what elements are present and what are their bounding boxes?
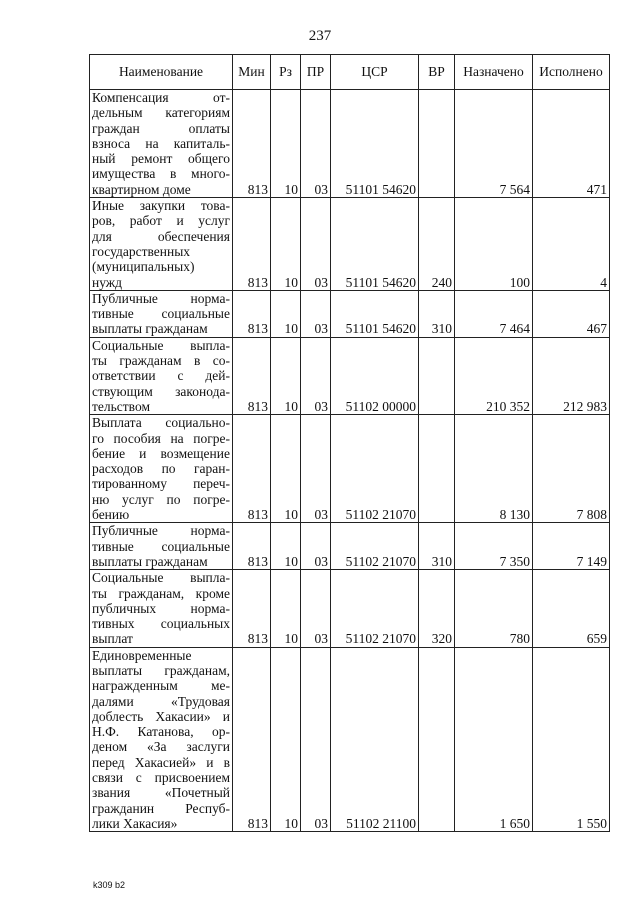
- cell-name: [90, 570, 233, 647]
- cell-executed: 7 149: [533, 523, 610, 570]
- name-line: деном «За заслуги: [92, 739, 230, 755]
- cell-vr: [419, 90, 455, 198]
- cell-assigned: 7 564: [455, 90, 533, 198]
- col-header-assigned: Назначено: [455, 55, 533, 90]
- name-line: тированному переч-: [92, 476, 230, 492]
- cell-pr: 03: [301, 523, 331, 570]
- cell-csr: 51102 00000: [331, 337, 419, 414]
- cell-executed: 4: [533, 198, 610, 291]
- budget-table: [89, 54, 610, 832]
- cell-executed: 7 808: [533, 415, 610, 523]
- cell-assigned: 210 352: [455, 337, 533, 414]
- name-line: далями «Трудовая: [92, 693, 230, 709]
- table-row: [90, 337, 610, 414]
- name-line: расходов по гаран-: [92, 461, 230, 477]
- table-row: [90, 415, 610, 523]
- cell-executed: 471: [533, 90, 610, 198]
- name-line: ный ремонт общего: [92, 151, 230, 167]
- cell-assigned: 8 130: [455, 415, 533, 523]
- name-line: публичных норма-: [92, 600, 230, 616]
- cell-name: [90, 523, 233, 570]
- name-line: Единовременные: [92, 647, 192, 663]
- name-line: тивные социальные: [92, 538, 230, 554]
- name-line: связи с присвоением: [92, 770, 230, 786]
- cell-vr: [419, 337, 455, 414]
- cell-name: [90, 198, 233, 291]
- table-row: [90, 570, 610, 647]
- name-line: Выплата социально-: [92, 415, 230, 431]
- name-line: Компенсация от-: [92, 90, 230, 105]
- cell-csr: 51101 54620: [331, 90, 419, 198]
- cell-vr: 240: [419, 198, 455, 291]
- table-row: [90, 523, 610, 570]
- col-header-csr: ЦСР: [331, 55, 419, 90]
- name-line: ню услуг по погре-: [92, 491, 230, 507]
- name-line: перед Хакасией» и в: [92, 754, 230, 770]
- cell-min: 813: [233, 337, 271, 414]
- cell-pr: 03: [301, 415, 331, 523]
- name-line: бение и возмещение: [92, 445, 230, 461]
- cell-assigned: 100: [455, 198, 533, 291]
- cell-min: 813: [233, 523, 271, 570]
- cell-name: [90, 647, 233, 832]
- cell-min: 813: [233, 415, 271, 523]
- cell-name: [90, 90, 233, 198]
- cell-executed: 212 983: [533, 337, 610, 414]
- name-line: бению: [92, 507, 130, 523]
- name-line: лики Хакасия»: [92, 815, 178, 831]
- col-header-executed: Исполнено: [533, 55, 610, 90]
- cell-min: 813: [233, 198, 271, 291]
- cell-assigned: 780: [455, 570, 533, 647]
- cell-csr: 51102 21100: [331, 647, 419, 832]
- name-line: выплаты гражданам,: [92, 662, 230, 678]
- cell-pr: 03: [301, 647, 331, 832]
- cell-pr: 03: [301, 90, 331, 198]
- name-line: тивные социальные: [92, 306, 230, 322]
- name-line: ответствии с дей-: [92, 368, 230, 384]
- name-line: выплаты гражданам: [92, 553, 208, 569]
- cell-rz: 10: [271, 570, 301, 647]
- name-line: (муниципальных): [92, 259, 195, 275]
- table-row: [90, 90, 610, 198]
- name-line: выплаты гражданам: [92, 321, 208, 337]
- name-line: граждан оплаты: [92, 120, 230, 136]
- name-line: квартирном доме: [92, 181, 191, 197]
- cell-rz: 10: [271, 90, 301, 198]
- cell-min: 813: [233, 90, 271, 198]
- cell-name: [90, 415, 233, 523]
- col-header-vr: ВР: [419, 55, 455, 90]
- cell-assigned: 1 650: [455, 647, 533, 832]
- name-line: Иные закупки това-: [92, 198, 230, 214]
- name-line: тельством: [92, 398, 150, 414]
- cell-executed: 467: [533, 290, 610, 337]
- name-line: гражданин Респуб-: [92, 800, 230, 816]
- cell-csr: 51101 54620: [331, 198, 419, 291]
- cell-csr: 51102 21070: [331, 415, 419, 523]
- name-line: выплат: [92, 631, 133, 647]
- name-line: Социальные выпла-: [92, 337, 230, 353]
- table-row: [90, 290, 610, 337]
- table-row: [90, 198, 610, 291]
- cell-min: 813: [233, 290, 271, 337]
- cell-pr: 03: [301, 337, 331, 414]
- name-line: имущества в много-: [92, 166, 230, 182]
- cell-executed: 659: [533, 570, 610, 647]
- cell-csr: 51102 21070: [331, 523, 419, 570]
- name-line: ты гражданам в со-: [92, 353, 230, 369]
- table-row: [90, 647, 610, 832]
- cell-vr: 320: [419, 570, 455, 647]
- cell-vr: [419, 647, 455, 832]
- cell-vr: 310: [419, 523, 455, 570]
- col-header-rz: Рз: [271, 55, 301, 90]
- name-line: нужд: [92, 274, 122, 290]
- name-line: дельным категориям: [92, 105, 230, 121]
- cell-pr: 03: [301, 198, 331, 291]
- name-line: ров, работ и услуг: [92, 213, 230, 229]
- cell-rz: 10: [271, 337, 301, 414]
- footer-code: k309 b2: [93, 880, 126, 890]
- name-line: звания «Почетный: [92, 785, 230, 801]
- cell-assigned: 7 464: [455, 290, 533, 337]
- cell-vr: [419, 415, 455, 523]
- cell-pr: 03: [301, 570, 331, 647]
- cell-rz: 10: [271, 523, 301, 570]
- name-line: Н.Ф. Катанова, ор-: [92, 724, 230, 740]
- cell-executed: 1 550: [533, 647, 610, 832]
- cell-rz: 10: [271, 647, 301, 832]
- name-line: тивных социальных: [92, 616, 230, 632]
- cell-rz: 10: [271, 198, 301, 291]
- cell-rz: 10: [271, 415, 301, 523]
- cell-min: 813: [233, 570, 271, 647]
- name-line: Публичные норма-: [92, 523, 230, 539]
- name-line: государственных: [92, 243, 191, 259]
- name-line: взноса на капиталь-: [92, 135, 230, 151]
- name-line: ствующим законода-: [92, 383, 230, 399]
- name-line: для обеспечения: [92, 228, 230, 244]
- cell-rz: 10: [271, 290, 301, 337]
- cell-min: 813: [233, 647, 271, 832]
- name-line: го пособия на погре-: [92, 430, 230, 446]
- cell-pr: 03: [301, 290, 331, 337]
- header-row: [90, 55, 610, 90]
- cell-name: [90, 290, 233, 337]
- cell-csr: 51101 54620: [331, 290, 419, 337]
- name-line: Публичные норма-: [92, 290, 230, 306]
- cell-csr: 51102 21070: [331, 570, 419, 647]
- col-header-min: Мин: [233, 55, 271, 90]
- name-line: награжденным ме-: [92, 678, 230, 694]
- cell-name: [90, 337, 233, 414]
- col-header-name: Наименование: [90, 55, 233, 90]
- cell-assigned: 7 350: [455, 523, 533, 570]
- name-line: Социальные выпла-: [92, 570, 230, 586]
- name-line: доблесть Хакасии» и: [92, 708, 230, 724]
- col-header-pr: ПР: [301, 55, 331, 90]
- page-number: 237: [308, 28, 332, 44]
- cell-vr: 310: [419, 290, 455, 337]
- name-line: ты гражданам, кроме: [92, 585, 230, 601]
